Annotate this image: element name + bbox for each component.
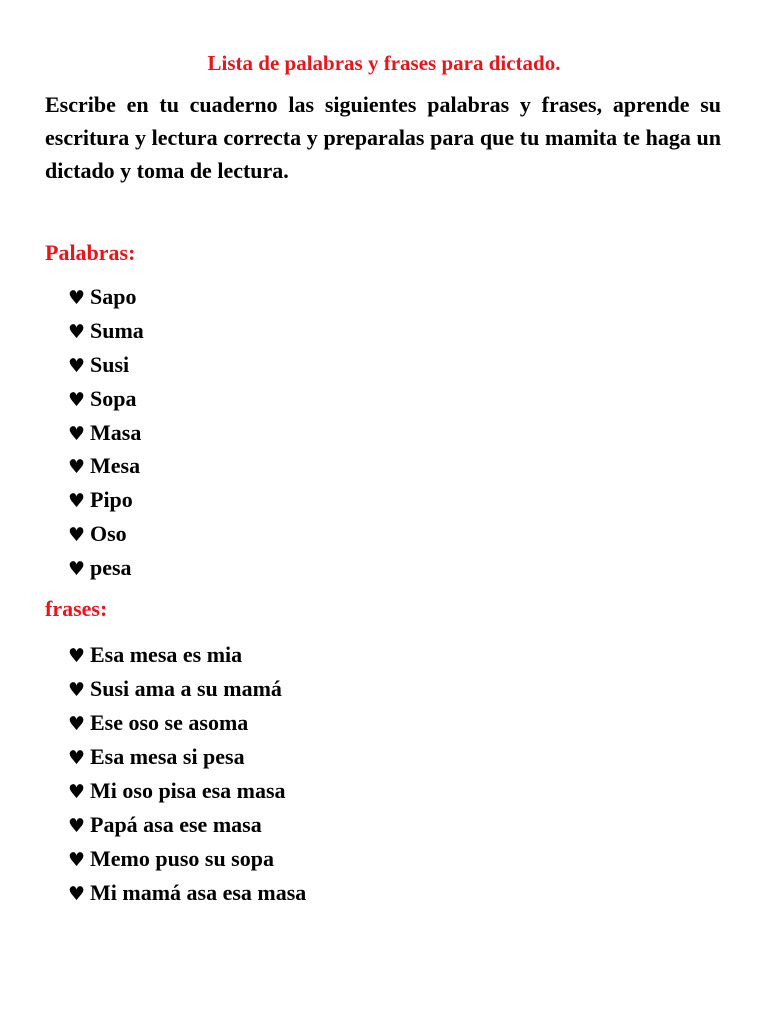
phrase-list-item-text: Mi oso pisa esa masa [90, 778, 286, 803]
heart-icon: ♥ [68, 849, 86, 871]
word-list-item-text: Susi [90, 351, 130, 377]
section-heading-frases: frases: [45, 596, 108, 621]
page-title: Lista de palabras y frases para dictado. [207, 51, 561, 75]
phrase-list-item-text: Memo puso su sopa [90, 846, 274, 871]
phrase-list-item [68, 706, 306, 740]
phrase-list-item-text: Ese oso se asoma [90, 710, 249, 735]
phrase-list-item [68, 842, 306, 876]
word-list-item-text: pesa [90, 555, 132, 581]
heart-icon: ♥ [68, 422, 86, 445]
phrase-list-item [68, 876, 306, 910]
phrase-list-item [68, 672, 306, 706]
word-list-item [68, 348, 144, 382]
heart-icon: ♥ [68, 781, 86, 803]
word-list-item [68, 517, 144, 551]
phrase-list-item [68, 774, 306, 808]
word-list-item [68, 416, 144, 450]
phrase-list-item [68, 638, 306, 672]
heart-icon: ♥ [68, 815, 86, 837]
word-list-item-text: Masa [90, 419, 142, 445]
heart-icon: ♥ [68, 524, 86, 547]
word-list-item-text: Mesa [90, 453, 141, 479]
word-list-item-text: Oso [90, 521, 127, 547]
heart-icon: ♥ [68, 713, 86, 735]
instructions-paragraph: Escribe en tu cuaderno las siguientes palabras y frases, aprende su escritura y lectura correcta y preparalas para que tu mamita te haga un dictado y toma de lectura. [45, 92, 721, 183]
phrase-list-item-text: Esa mesa si pesa [90, 744, 245, 769]
word-list-item [68, 483, 144, 517]
phrase-list-item-text: Mi mamá asa esa masa [90, 880, 307, 905]
word-list-item [68, 382, 144, 416]
phrase-list-item [68, 740, 306, 774]
word-list [68, 280, 144, 585]
heart-icon: ♥ [68, 354, 86, 377]
heart-icon: ♥ [68, 388, 86, 411]
word-list-item-text: Pipo [90, 487, 133, 513]
word-list-item [68, 551, 144, 585]
word-list-item-text: Sopa [90, 385, 137, 411]
heart-icon: ♥ [68, 490, 86, 513]
word-list-item-text: Suma [90, 317, 144, 343]
heart-icon: ♥ [68, 456, 86, 479]
phrase-list-item [68, 808, 306, 842]
word-list-item [68, 449, 144, 483]
heart-icon: ♥ [68, 883, 86, 905]
heart-icon: ♥ [68, 558, 86, 581]
word-list-item [68, 314, 144, 348]
heart-icon: ♥ [68, 645, 86, 667]
phrase-list-item-text: Esa mesa es mia [90, 642, 243, 667]
phrase-list-item-text: Susi ama a su mamá [90, 676, 282, 701]
word-list-item [68, 280, 144, 314]
heart-icon: ♥ [68, 747, 86, 769]
phrase-list-item-text: Papá asa ese masa [90, 812, 262, 837]
section-heading-palabras: Palabras: [45, 240, 136, 265]
phrase-list [68, 638, 306, 910]
heart-icon: ♥ [68, 320, 86, 343]
heart-icon: ♥ [68, 287, 86, 309]
heart-icon: ♥ [68, 679, 86, 701]
word-list-item-text: Sapo [90, 284, 137, 309]
